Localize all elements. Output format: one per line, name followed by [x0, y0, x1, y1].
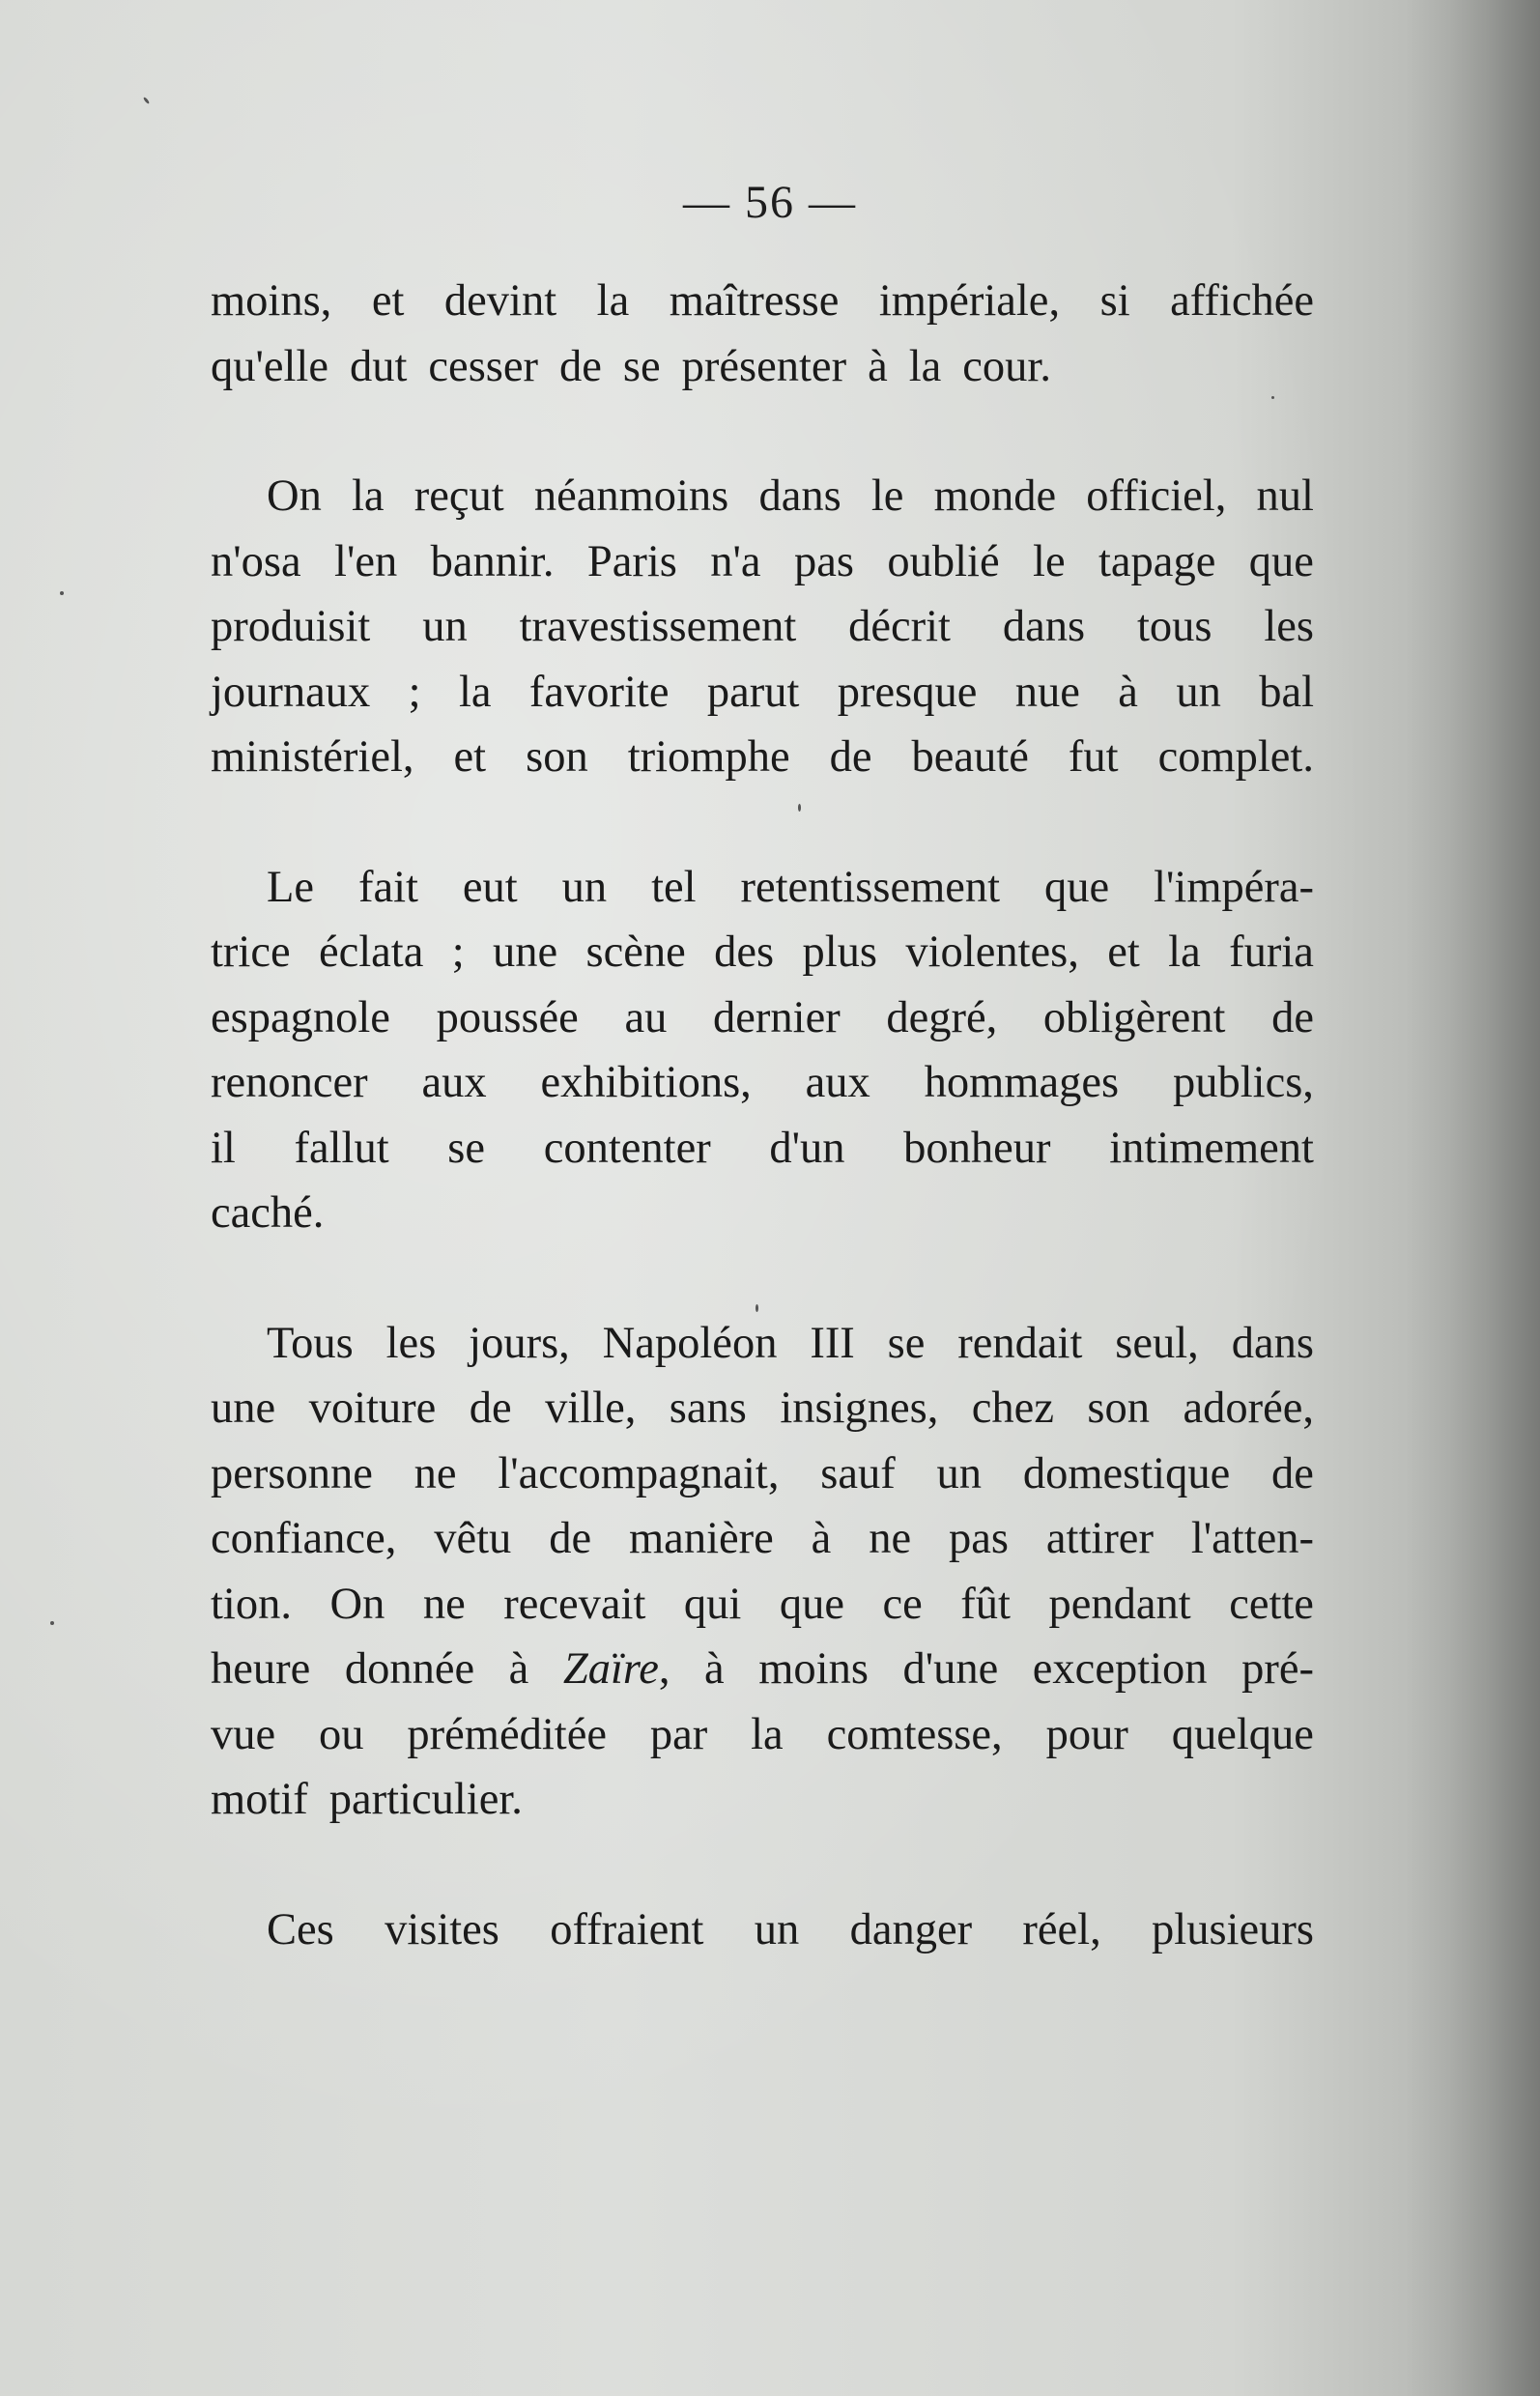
word: intimement [1109, 1123, 1314, 1173]
word: adorée, [1183, 1383, 1314, 1433]
word: fallut [294, 1123, 389, 1173]
word: d'un [769, 1123, 845, 1173]
word: moins, [211, 276, 332, 326]
word: de [549, 1514, 592, 1563]
word: décrit [848, 602, 951, 651]
word: violentes, [905, 927, 1079, 977]
word: tapage [1098, 536, 1216, 586]
word: un [754, 1904, 800, 1954]
word: la [596, 276, 630, 326]
word: publics, [1172, 1058, 1314, 1107]
text-line [211, 1441, 1314, 1507]
word: chez [971, 1383, 1054, 1433]
word: affichée [1170, 276, 1314, 326]
word: dans [1231, 1318, 1314, 1368]
word: poussée [436, 992, 579, 1042]
word: recevait [503, 1579, 646, 1629]
word: danger [849, 1904, 973, 1954]
word: et [371, 276, 405, 326]
word: insignes, [780, 1383, 939, 1433]
word: l'en [334, 536, 398, 586]
word: officiel, [1086, 471, 1227, 521]
text-line [211, 1376, 1314, 1441]
word: aux [805, 1058, 870, 1107]
word: particulier. [328, 1775, 523, 1824]
text-line [211, 1702, 1314, 1768]
word: complet. [1157, 732, 1314, 782]
word: visites [385, 1904, 499, 1954]
word: travestissement [519, 602, 797, 651]
word: trice [211, 927, 291, 977]
word: quelque [1171, 1709, 1314, 1759]
word: réel, [1022, 1904, 1101, 1954]
word: reçut [414, 471, 504, 521]
word: de [469, 1383, 512, 1433]
word: plus [802, 927, 878, 977]
word: beauté [911, 732, 1029, 782]
word: le [1033, 536, 1066, 586]
word: la [751, 1709, 784, 1759]
text-line [211, 920, 1314, 985]
text-line [211, 269, 1314, 334]
word: de [1271, 1448, 1314, 1498]
word: pas [949, 1514, 1010, 1563]
word: qui [683, 1579, 742, 1629]
word: cette [1229, 1579, 1314, 1629]
word: ne [422, 1579, 466, 1629]
body-text [211, 269, 1314, 1962]
word: ne [869, 1514, 912, 1563]
word: jours, [469, 1318, 570, 1368]
word: d'une [902, 1644, 999, 1694]
word: n'a [710, 536, 761, 586]
word: donnée [344, 1644, 475, 1694]
word: l'accompagnait, [498, 1448, 780, 1498]
word: que [1044, 862, 1110, 912]
word: oublié [887, 536, 1000, 586]
text-line [211, 1767, 1314, 1833]
paper-speck [60, 591, 64, 595]
word: domestique [1022, 1448, 1231, 1498]
word: contenter [543, 1123, 711, 1173]
word: le [870, 471, 904, 521]
text-line [211, 725, 1314, 790]
word: nue [1014, 667, 1080, 717]
word: fait [357, 862, 418, 912]
word: de [829, 732, 872, 782]
word: seul, [1115, 1318, 1199, 1368]
word: dut [350, 341, 408, 391]
word: n'osa [211, 536, 301, 586]
text-line [211, 529, 1314, 595]
word: On [267, 471, 322, 521]
word: On [329, 1579, 385, 1629]
word: heure [211, 1644, 311, 1694]
text-line [211, 660, 1314, 726]
word: se [887, 1318, 926, 1368]
word: un [1176, 667, 1221, 717]
word: ministériel, [211, 732, 414, 782]
word: l'impéra- [1154, 862, 1314, 912]
word: à [508, 1644, 529, 1694]
word: ne [414, 1448, 457, 1498]
word: à [1118, 667, 1138, 717]
word: tion. [211, 1579, 292, 1629]
word: furia [1229, 927, 1314, 977]
word: la [458, 667, 492, 717]
word: à [704, 1644, 725, 1694]
text-line [211, 1050, 1314, 1116]
word: parut [706, 667, 800, 717]
text-line [211, 1897, 1314, 1963]
word: aux [421, 1058, 487, 1107]
word: pas [793, 536, 854, 586]
word: les [385, 1318, 437, 1368]
word: un [936, 1448, 983, 1498]
word: attirer [1045, 1514, 1154, 1563]
word: retentissement [740, 862, 1001, 912]
word: impériale, [878, 276, 1061, 326]
word: que [779, 1579, 844, 1629]
page-number: — 56 — [683, 177, 857, 228]
word: bal [1259, 667, 1314, 717]
word: scène [585, 927, 686, 977]
text-line [211, 1116, 1314, 1182]
word: Zaïre, [562, 1644, 670, 1694]
word: à [811, 1514, 832, 1563]
word: éclata [318, 927, 424, 977]
word: présenter [681, 341, 847, 391]
text-line [211, 464, 1314, 529]
paragraph-2 [211, 464, 1314, 790]
word: un [422, 602, 468, 651]
word: nul [1256, 471, 1314, 521]
word: il [211, 1123, 236, 1173]
word: que [1248, 536, 1314, 586]
word: au [624, 992, 668, 1042]
word: dans [1002, 602, 1086, 651]
word: motif [211, 1775, 308, 1824]
word: à [868, 341, 888, 391]
word: ; [408, 667, 421, 717]
word: dans [758, 471, 841, 521]
word: plusieurs [1152, 1904, 1314, 1954]
word: presque [837, 667, 978, 717]
word: pour [1045, 1709, 1128, 1759]
text-line [211, 1181, 1314, 1246]
word: monde [933, 471, 1057, 521]
word: fût [960, 1579, 1011, 1629]
word: sauf [820, 1448, 896, 1498]
word: néanmoins [533, 471, 729, 521]
word: son [526, 732, 588, 782]
word: ; [451, 927, 465, 977]
word: sans [669, 1383, 747, 1433]
word: préméditée [407, 1709, 607, 1759]
word: la [908, 341, 942, 391]
word: tel [651, 862, 697, 912]
paragraph-4 [211, 1311, 1314, 1833]
word: un [561, 862, 608, 912]
word: une [211, 1383, 276, 1433]
word: la [352, 471, 385, 521]
word: rendait [957, 1318, 1083, 1368]
word: bannir. [430, 536, 555, 586]
word: se [447, 1123, 486, 1173]
text-line [211, 1311, 1314, 1377]
paper-speck [143, 97, 150, 104]
text-line [211, 855, 1314, 921]
text-line [211, 985, 1314, 1051]
word: Le [267, 862, 315, 912]
word: triomphe [627, 732, 790, 782]
word: la [1168, 927, 1201, 977]
word: l'atten- [1190, 1514, 1314, 1563]
word: moins [758, 1644, 869, 1694]
word: obligèrent [1042, 992, 1226, 1042]
word: pendant [1048, 1579, 1191, 1629]
word: si [1099, 276, 1130, 326]
word: hommages [924, 1058, 1120, 1107]
page-edge-shadow [1405, 0, 1540, 2396]
word: Paris [586, 536, 677, 586]
word: son [1087, 1383, 1151, 1433]
word: de [559, 341, 602, 391]
paragraph-1 [211, 269, 1314, 399]
word: Tous [267, 1318, 354, 1368]
word: III [810, 1318, 855, 1368]
word: des [714, 927, 775, 977]
word: devint [443, 276, 557, 326]
word: bonheur [903, 1123, 1051, 1173]
word: favorite [528, 667, 670, 717]
word: degré, [886, 992, 998, 1042]
paragraph-3 [211, 855, 1314, 1246]
word: pré- [1241, 1644, 1314, 1694]
paragraph-5 [211, 1897, 1314, 1963]
word: personne [211, 1448, 373, 1498]
word: maîtresse [669, 276, 840, 326]
text-line [211, 334, 1314, 400]
word: cesser [428, 341, 539, 391]
word: une [493, 927, 558, 977]
word: journaux [211, 667, 371, 717]
word: et [1107, 927, 1140, 977]
word: exhibitions, [540, 1058, 752, 1107]
word: espagnole [211, 992, 390, 1042]
word: par [649, 1709, 708, 1759]
word: confiance, [211, 1514, 397, 1563]
word: renoncer [211, 1058, 368, 1107]
word: eut [462, 862, 518, 912]
word: tous [1136, 602, 1212, 651]
word: ville, [545, 1383, 637, 1433]
text-line [211, 1572, 1314, 1638]
word: voiture [308, 1383, 437, 1433]
word: de [1271, 992, 1314, 1042]
text-line [211, 594, 1314, 660]
word: dernier [713, 992, 841, 1042]
word: caché. [211, 1188, 325, 1238]
word: manière [629, 1514, 774, 1563]
word: Ces [267, 1904, 334, 1954]
word: se [622, 341, 661, 391]
text-line-with-italic [211, 1637, 1314, 1702]
word: comtesse, [826, 1709, 1003, 1759]
word: fut [1068, 732, 1119, 782]
word: qu'elle [211, 341, 328, 391]
word: les [1264, 602, 1314, 651]
word: vue [211, 1709, 276, 1759]
paper-speck [50, 1621, 54, 1625]
word: ou [319, 1709, 364, 1759]
word: cour. [962, 341, 1051, 391]
word: produisit [211, 602, 371, 651]
word: et [453, 732, 487, 782]
word: Napoléon [602, 1318, 778, 1368]
word: exception [1032, 1644, 1208, 1694]
word: ce [882, 1579, 923, 1629]
word: offraient [550, 1904, 704, 1954]
text-line [211, 1506, 1314, 1572]
word: vêtu [434, 1514, 512, 1563]
